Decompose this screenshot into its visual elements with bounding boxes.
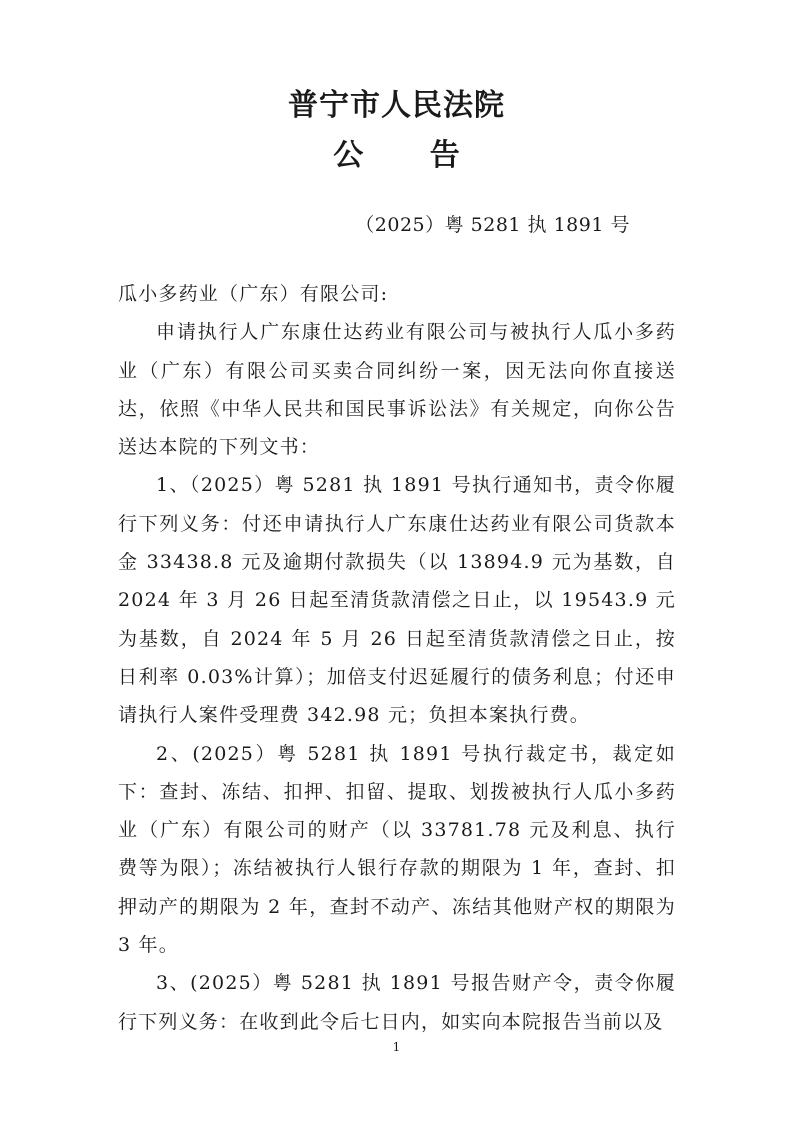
court-name: 普宁市人民法院 xyxy=(288,88,505,123)
item-property-report-order: 3、(2025）粤 5281 执 1891 号报告财产令，责令你履行下列义务：在收到此令后七日内，如实向本院报告当前以及 xyxy=(118,972,676,1033)
item-execution-ruling: 2、(2025）粤 5281 执 1891 号执行裁定书，裁定如下：查封、冻结、扣押、扣留、提取、划拨被执行人瓜小多药业（广东）有限公司的财产（以 33781.78 元及利息、执行费等为限）；冻结被执行人银行存款的期限为 1 年，查封、扣押动产的期限为 2 年，查封不动产、冻结其他财产权的期限为 3 年。 xyxy=(118,742,676,957)
case-number: （2025）粤 5281 执 1891 号 xyxy=(355,214,630,236)
item-execution-notice: 1、（2025）粤 5281 执 1891 号执行通知书，责令你履行下列义务：付还申请执行人广东康仕达药业有限公司货款本金 33438.8 元及逾期付款损失（以 13894.9 元为基数，自 2024 年 3 月 26 日起至清货款清偿之日止，以 19543.9 元为基数，自 2024 年 5 月 26 日起至清货款清偿之日止，按日利率 0.03%计算）；加倍支付迟延履行的债务利息；付还申请执行人案件受理费 342.98 元；负担本案执行费。 xyxy=(118,474,676,727)
intro-paragraph: 申请执行人广东康仕达药业有限公司与被执行人瓜小多药业（广东）有限公司买卖合同纠纷一案，因无法向你直接送达，依照《中华人民共和国民事诉讼法》有关规定，向你公告送达本院的下列文书： xyxy=(118,321,676,459)
notice-body xyxy=(118,275,676,1041)
page-number: 1 xyxy=(392,1040,401,1054)
addressee: 瓜小多药业（广东）有限公司: xyxy=(118,283,389,305)
document-type-title: 公 告 xyxy=(333,138,488,173)
